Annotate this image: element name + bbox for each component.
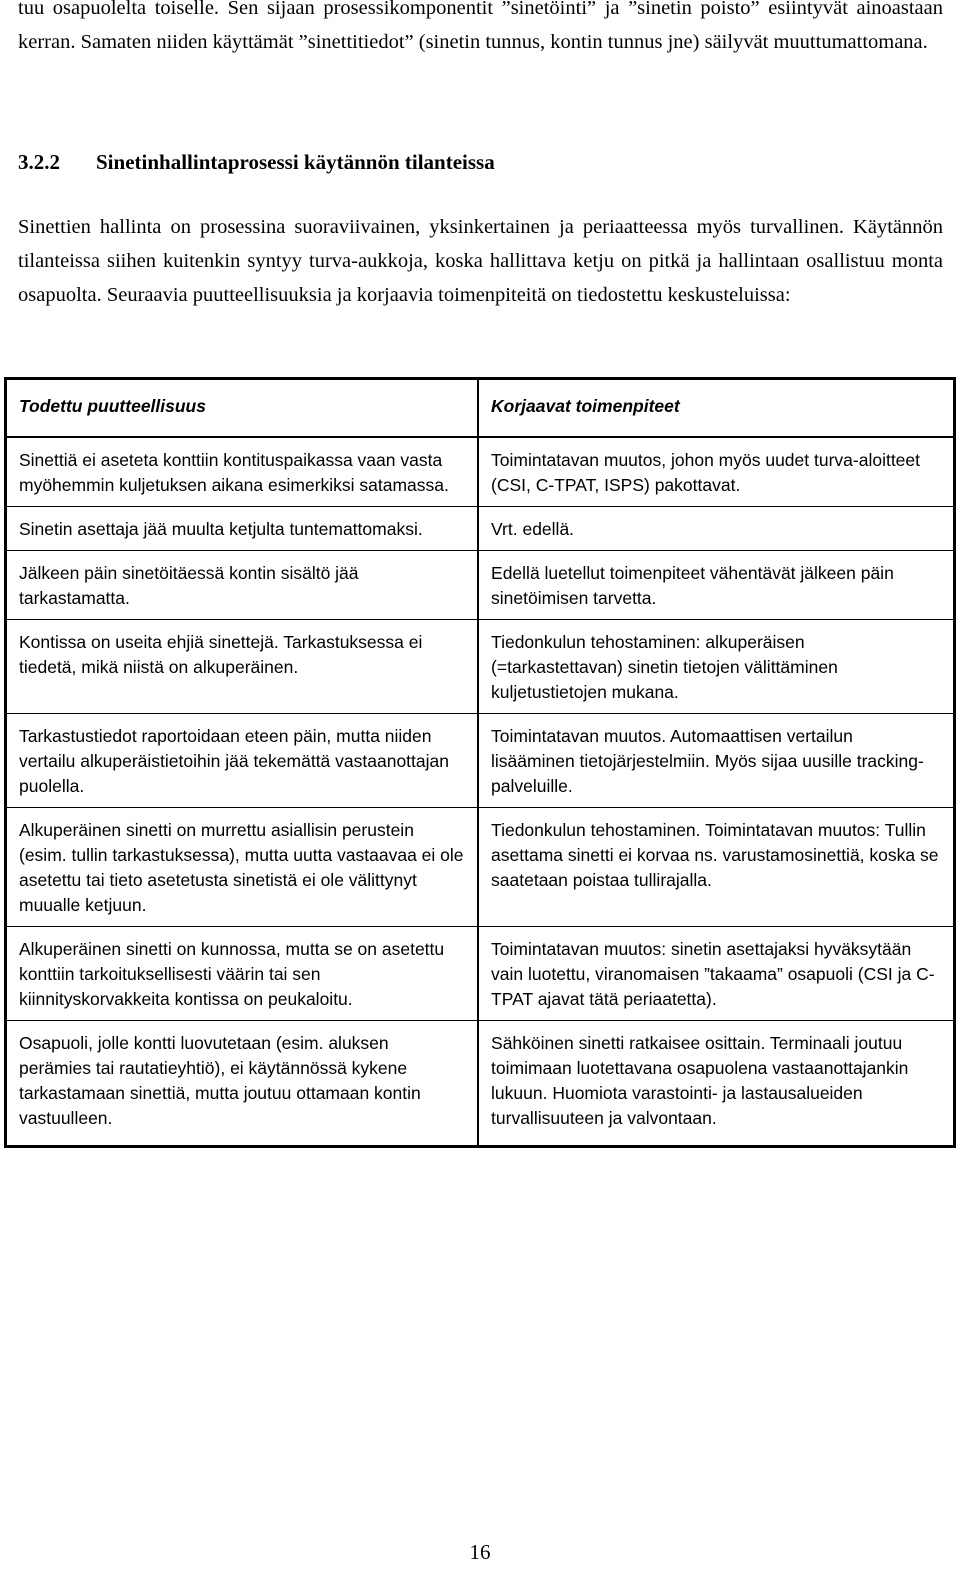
table-row	[6, 551, 955, 620]
column-header-issue: Todettu puutteellisuus	[6, 379, 479, 438]
action-cell: Vrt. edellä.	[478, 507, 954, 551]
issue-cell: Sinettiä ei aseteta konttiin kontituspaikassa vaan vasta myöhemmin kuljetuksen aikana esimerkiksi satamassa.	[6, 437, 479, 507]
issue-cell: Osapuoli, jolle kontti luovutetaan (esim. aluksen perämies tai rautatieyhtiö), ei käytännössä kykene tarkastamaan sinettiä, mutta joutuu ottamaan kontin vastuulleen.	[6, 1021, 479, 1147]
action-cell: Toimintatavan muutos: sinetin asettajaksi hyväksytään vain luotettu, viranomaisen ”takaama” osapuoli (CSI ja C-TPAT ajavat tätä periaatetta).	[478, 927, 954, 1021]
issue-cell: Sinetin asettaja jää muulta ketjulta tuntemattomaksi.	[6, 507, 479, 551]
issue-cell: Alkuperäinen sinetti on murrettu asiallisin perustein (esim. tullin tarkastuksessa), mutta uutta vastaavaa ei ole asetettu tai tieto asetetusta sinetistä ei ole välittynyt muualle ketjuun.	[6, 808, 479, 927]
action-cell: Toimintatavan muutos. Automaattisen vertailun lisääminen tietojärjestelmiin. Myös sijaa uusille tracking-palveluille.	[478, 714, 954, 808]
column-header-action: Korjaavat toimenpiteet	[478, 379, 954, 438]
section-number: 3.2.2	[18, 150, 60, 174]
action-cell: Toimintatavan muutos, johon myös uudet turva-aloitteet (CSI, C-TPAT, ISPS) pakottavat.	[478, 437, 954, 507]
action-cell: Sähköinen sinetti ratkaisee osittain. Terminaali joutuu toimimaan luotettavana osapuolena vastaanottajankin lukuun. Huomiota varastointi- ja lastausalueiden turvallisuuteen ja valvontaan.	[478, 1021, 954, 1147]
table-row	[6, 620, 955, 714]
issue-cell: Kontissa on useita ehjiä sinettejä. Tarkastuksessa ei tiedetä, mikä niistä on alkuperäinen.	[6, 620, 479, 714]
page-number: 16	[469, 1540, 491, 1564]
section-title: Sinetinhallintaprosessi käytännön tilanteissa	[96, 150, 495, 174]
action-cell: Tiedonkulun tehostaminen. Toimintatavan muutos: Tullin asettama sinetti ei korvaa ns. varustamosinettiä, koska se saatetaan poistaa tullirajalla.	[478, 808, 954, 927]
table-row	[6, 1021, 955, 1147]
issue-cell: Alkuperäinen sinetti on kunnossa, mutta se on asetettu konttiin tarkoituksellisesti väärin tai sen kiinnityskorvakkeita kontissa on peukaloitu.	[6, 927, 479, 1021]
section-heading	[18, 146, 495, 178]
action-cell: Tiedonkulun tehostaminen: alkuperäisen (=tarkastettavan) sinetin tietojen välittäminen kuljetustietojen mukana.	[478, 620, 954, 714]
issue-cell: Jälkeen päin sinetöitäessä kontin sisältö jää tarkastamatta.	[6, 551, 479, 620]
table-row	[6, 927, 955, 1021]
table-row	[6, 437, 955, 507]
table-row	[6, 808, 955, 927]
body-paragraph: Sinettien hallinta on prosessina suoraviivainen, yksinkertainen ja periaatteessa myös turvallinen. Käytännön tilanteissa siihen kuitenkin syntyy turva-aukkoja, koska hallittava ketju on pitkä ja hallintaan osallistuu monta osapuolta. Seuraavia puutteellisuuksia ja korjaavia toimenpiteitä on tiedostettu keskusteluissa:	[18, 216, 943, 306]
issues-table	[4, 377, 956, 1148]
action-cell: Edellä luetellut toimenpiteet vähentävät jälkeen päin sinetöimisen tarvetta.	[478, 551, 954, 620]
issue-cell: Tarkastustiedot raportoidaan eteen päin, mutta niiden vertailu alkuperäistietoihin jää tekemättä vastaanottajan puolella.	[6, 714, 479, 808]
table-row	[6, 714, 955, 808]
table-header-row	[6, 379, 955, 438]
intro-paragraph: tuu osapuolelta toiselle. Sen sijaan prosessikomponentit ”sinetöinti” ja ”sinetin poisto” esiintyvät ainoastaan kerran. Samaten niiden käyttämät ”sinettitiedot” (sinetin tunnus, kontin tunnus jne) säilyvät muuttumattomana.	[18, 0, 943, 53]
table-row	[6, 507, 955, 551]
